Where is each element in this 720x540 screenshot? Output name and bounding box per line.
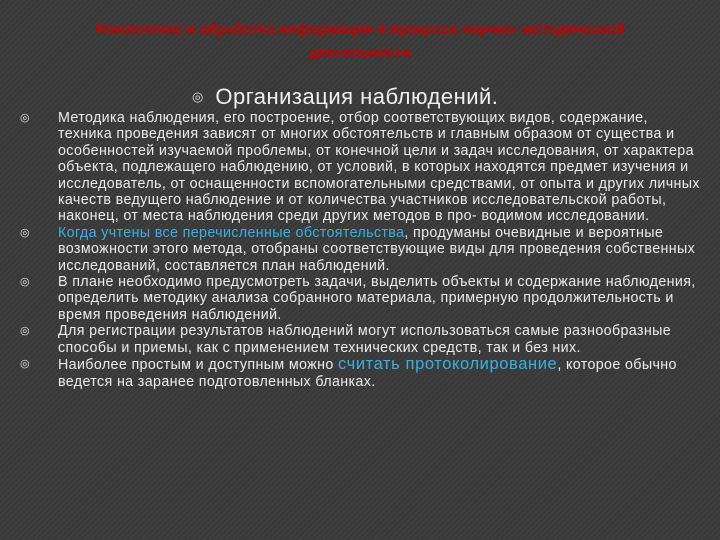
slide-subtitle: Организация наблюдений. xyxy=(215,84,499,109)
slide-body xyxy=(20,110,700,390)
bullet-icon: ◎ xyxy=(20,358,30,371)
paragraph-1-text: Методика наблюдения, его построение, отбор соответствующих видов, содержание, техника проведения зависят от многих обстоятельств и главным образом от существа и особенностей изучаемой проблемы, от конечной цели и задач исследования, от характера объекта, подлежащего наблюдению, от условий, в которых находятся предмет изучения и исследователь, от оснащенности вспомогательными средствами, от опыта и других личных качеств ведущего наблюдение и от количества участников исследовательской работы, наконец, от места наблюдения среди других методов в про- водимом исследовании. xyxy=(58,110,700,225)
paragraph-5 xyxy=(20,356,700,390)
slide-title xyxy=(0,18,720,64)
bullet-icon: ◎ xyxy=(20,226,30,239)
paragraph-2 xyxy=(20,225,700,274)
paragraph-4-text: Для регистрации результатов наблюдений могут использоваться самые разнообразные способы и приемы, как с применением технических средств, так и без них. xyxy=(58,323,671,356)
slide-title-line-1: Накопление и обработка информации в процессе научно- методической xyxy=(95,21,625,38)
paragraph-2-text xyxy=(58,225,700,274)
highlight-text: считать протоколирование xyxy=(337,355,558,374)
slide-title-line-2: деятельности xyxy=(309,44,411,61)
paragraph-3 xyxy=(20,274,700,323)
bullet-icon: ◎ xyxy=(192,89,204,104)
subtitle-row xyxy=(192,84,498,110)
bullet-icon: ◎ xyxy=(20,325,30,338)
paragraph-5-text xyxy=(58,356,700,390)
paragraph-2-rest: , продуманы очевидные и вероятные возможности этого метода, отобраны соответствующие виды для проведения собственных исследований, составляется план наблюдений. xyxy=(58,224,696,274)
paragraph-4 xyxy=(20,323,700,356)
highlight-text: Когда учтены все перечисленные обстоятельства xyxy=(58,224,405,241)
paragraph-1 xyxy=(20,110,700,225)
paragraph-3-text: В плане необходимо предусмотреть задачи, выделить объекты и содержание наблюдения, определить методику анализа собранного материала, примерную продолжительность и время проведения наблюдений. xyxy=(58,274,696,323)
bullet-icon: ◎ xyxy=(20,276,30,289)
paragraph-5-start: Наиболее простым и доступным можно xyxy=(58,357,338,374)
bullet-icon: ◎ xyxy=(20,112,30,124)
paragraph-5-rest: , которое обычно ведется на заранее подготовленных бланках. xyxy=(58,357,677,390)
